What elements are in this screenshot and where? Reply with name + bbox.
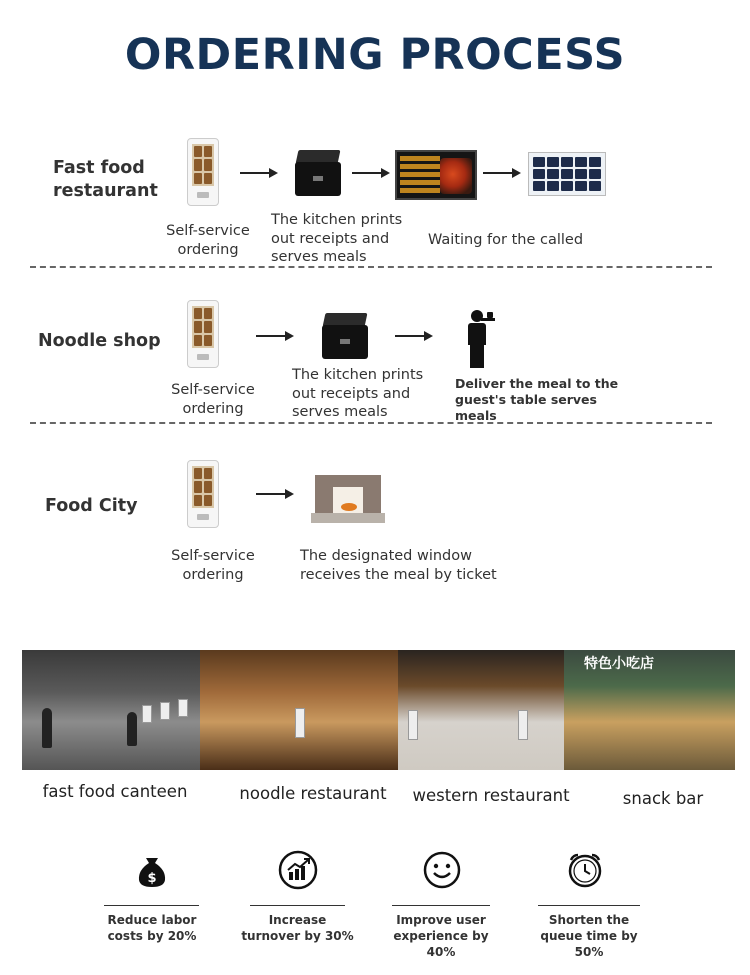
caption-western-restaurant: western restaurant xyxy=(412,786,570,805)
section-label-food-city: Food City xyxy=(45,496,138,516)
arrow-right-icon xyxy=(256,330,294,342)
benefit-underline xyxy=(392,905,490,906)
kiosk-icon xyxy=(187,300,219,368)
page-title: ORDERING PROCESS xyxy=(124,30,626,80)
kiosk-icon xyxy=(187,138,219,206)
section-label-fast-food: Fast food restaurant xyxy=(53,158,158,201)
step-kitchen-prints: The kitchen prints out receipts and serves meals xyxy=(271,212,403,265)
benefit-underline xyxy=(538,905,640,906)
money-bag-icon xyxy=(132,850,172,890)
step-self-service-ordering: Self-service ordering xyxy=(171,382,255,417)
section-divider xyxy=(30,266,712,268)
receipt-printer-icon xyxy=(293,150,343,196)
benefit-reduce-labor: Reduce labor costs by 20% xyxy=(107,913,197,943)
caption-snack-bar: snack bar xyxy=(622,789,704,808)
arrow-right-icon xyxy=(240,167,278,179)
receipt-printer-icon xyxy=(320,313,370,359)
smiley-face-icon xyxy=(422,850,462,890)
photo-snack-bar xyxy=(564,650,735,770)
arrow-right-icon xyxy=(352,167,390,179)
step-waiting-called: Waiting for the called xyxy=(428,232,584,248)
calling-screen-icon xyxy=(528,152,606,196)
photo-western-restaurant xyxy=(398,650,564,770)
caption-fast-food-canteen: fast food canteen xyxy=(42,782,188,801)
kiosk-icon xyxy=(187,460,219,528)
photo-noodle-restaurant xyxy=(200,650,398,770)
serving-window-icon xyxy=(315,475,381,523)
step-self-service-ordering: Self-service ordering xyxy=(171,548,255,583)
arrow-right-icon xyxy=(483,167,521,179)
step-designated-window: The designated window receives the meal by ticket xyxy=(300,548,497,583)
benefit-underline xyxy=(250,905,345,906)
caption-noodle-restaurant: noodle restaurant xyxy=(239,784,387,803)
section-divider xyxy=(30,422,712,424)
benefit-improve-experience: Improve user experience by 40% xyxy=(393,913,489,959)
arrow-right-icon xyxy=(395,330,433,342)
step-deliver-meal: Deliver the meal to the guest's table serves meals xyxy=(455,376,619,423)
svg-text:$: $ xyxy=(147,871,157,886)
step-kitchen-prints: The kitchen prints out receipts and serves meals xyxy=(292,367,424,420)
step-self-service-ordering: Self-service ordering xyxy=(166,223,250,258)
growth-chart-icon xyxy=(278,850,318,890)
arrow-right-icon xyxy=(256,488,294,500)
alarm-clock-icon xyxy=(565,850,605,890)
benefit-underline xyxy=(104,905,199,906)
benefit-shorten-queue: Shorten the queue time by 50% xyxy=(540,913,638,959)
section-label-noodle-shop: Noodle shop xyxy=(38,331,161,351)
benefit-increase-turnover: Increase turnover by 30% xyxy=(241,913,354,943)
snack-bar-sign: 特色小吃店 xyxy=(584,656,654,672)
waiter-icon xyxy=(463,310,493,368)
order-display-board-icon xyxy=(395,150,477,200)
photo-fast-food-canteen xyxy=(22,650,200,770)
